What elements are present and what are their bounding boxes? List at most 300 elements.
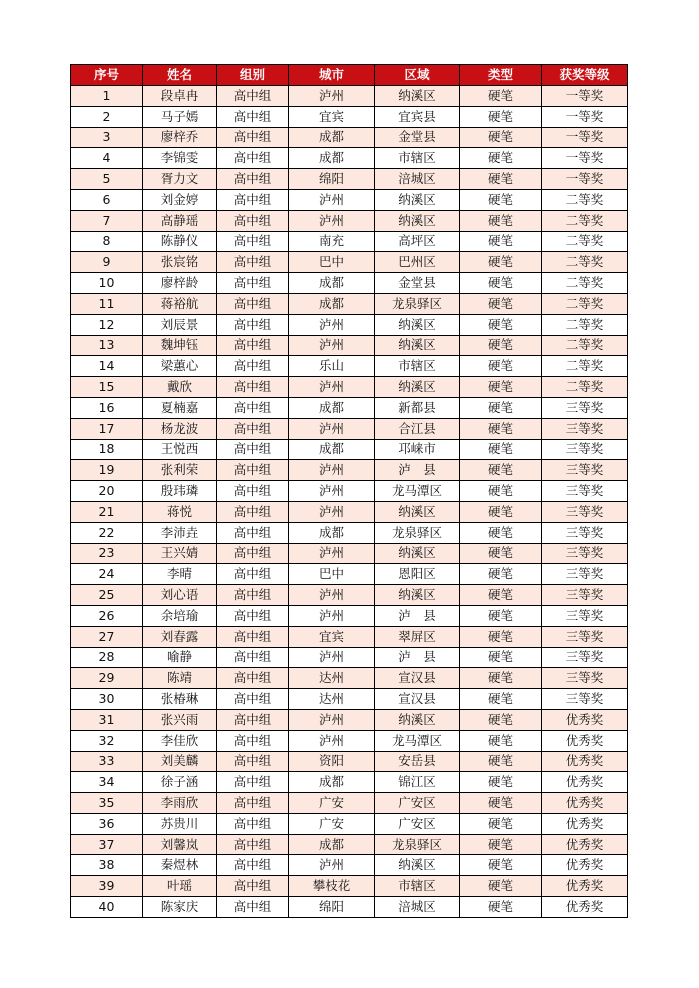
cell-category: 硬笔	[460, 439, 542, 460]
cell-city: 绵阳	[289, 897, 375, 918]
cell-serial-number: 25	[71, 585, 143, 606]
cell-name: 戴欣	[143, 377, 217, 398]
cell-serial-number: 29	[71, 668, 143, 689]
table-row	[71, 231, 628, 252]
cell-district: 宣汉县	[375, 668, 460, 689]
cell-district: 纳溪区	[375, 86, 460, 107]
cell-group: 高中组	[217, 418, 289, 439]
cell-group: 高中组	[217, 793, 289, 814]
cell-group: 高中组	[217, 689, 289, 710]
table-row	[71, 772, 628, 793]
cell-city: 成都	[289, 148, 375, 169]
table-row	[71, 106, 628, 127]
cell-city: 泸州	[289, 335, 375, 356]
cell-group: 高中组	[217, 127, 289, 148]
header-category: 类型	[460, 65, 542, 86]
cell-group: 高中组	[217, 231, 289, 252]
cell-group: 高中组	[217, 605, 289, 626]
cell-group: 高中组	[217, 314, 289, 335]
cell-name: 喻静	[143, 647, 217, 668]
cell-serial-number: 22	[71, 522, 143, 543]
cell-award-level: 二等奖	[542, 314, 628, 335]
cell-district: 龙泉驿区	[375, 293, 460, 314]
table-row	[71, 522, 628, 543]
cell-city: 泸州	[289, 314, 375, 335]
cell-award-level: 三等奖	[542, 522, 628, 543]
cell-award-level: 一等奖	[542, 148, 628, 169]
award-results-table	[70, 64, 628, 918]
cell-city: 攀枝花	[289, 876, 375, 897]
cell-award-level: 优秀奖	[542, 751, 628, 772]
cell-group: 高中组	[217, 522, 289, 543]
table-row	[71, 252, 628, 273]
table-row	[71, 876, 628, 897]
cell-award-level: 二等奖	[542, 335, 628, 356]
cell-group: 高中组	[217, 377, 289, 398]
cell-serial-number: 38	[71, 855, 143, 876]
cell-name: 杨龙波	[143, 418, 217, 439]
cell-award-level: 三等奖	[542, 689, 628, 710]
cell-serial-number: 20	[71, 481, 143, 502]
cell-district: 广安区	[375, 793, 460, 814]
header-city: 城市	[289, 65, 375, 86]
cell-name: 刘美麟	[143, 751, 217, 772]
cell-district: 市辖区	[375, 876, 460, 897]
cell-name: 王兴婧	[143, 543, 217, 564]
cell-group: 高中组	[217, 293, 289, 314]
cell-group: 高中组	[217, 148, 289, 169]
cell-group: 高中组	[217, 730, 289, 751]
cell-city: 成都	[289, 293, 375, 314]
cell-city: 宜宾	[289, 106, 375, 127]
cell-group: 高中组	[217, 751, 289, 772]
cell-district: 龙泉驿区	[375, 834, 460, 855]
cell-district: 广安区	[375, 813, 460, 834]
cell-group: 高中组	[217, 897, 289, 918]
cell-category: 硬笔	[460, 668, 542, 689]
cell-name: 刘金婷	[143, 189, 217, 210]
cell-city: 泸州	[289, 418, 375, 439]
cell-district: 龙马潭区	[375, 730, 460, 751]
cell-award-level: 优秀奖	[542, 897, 628, 918]
cell-serial-number: 8	[71, 231, 143, 252]
cell-district: 纳溪区	[375, 501, 460, 522]
cell-serial-number: 30	[71, 689, 143, 710]
cell-city: 达州	[289, 689, 375, 710]
cell-city: 乐山	[289, 356, 375, 377]
cell-group: 高中组	[217, 273, 289, 294]
table-row	[71, 543, 628, 564]
table-row	[71, 189, 628, 210]
cell-name: 陈家庆	[143, 897, 217, 918]
cell-award-level: 三等奖	[542, 460, 628, 481]
cell-award-level: 优秀奖	[542, 730, 628, 751]
cell-group: 高中组	[217, 481, 289, 502]
cell-category: 硬笔	[460, 585, 542, 606]
cell-category: 硬笔	[460, 813, 542, 834]
table-row	[71, 460, 628, 481]
cell-award-level: 二等奖	[542, 252, 628, 273]
cell-award-level: 三等奖	[542, 585, 628, 606]
cell-serial-number: 3	[71, 127, 143, 148]
cell-serial-number: 9	[71, 252, 143, 273]
table-body	[71, 86, 628, 918]
cell-district: 邛崃市	[375, 439, 460, 460]
cell-name: 胥力文	[143, 169, 217, 190]
cell-name: 梁蕙心	[143, 356, 217, 377]
cell-serial-number: 12	[71, 314, 143, 335]
cell-city: 成都	[289, 127, 375, 148]
cell-district: 金堂县	[375, 127, 460, 148]
cell-name: 叶瑶	[143, 876, 217, 897]
cell-group: 高中组	[217, 335, 289, 356]
cell-category: 硬笔	[460, 626, 542, 647]
table-row	[71, 439, 628, 460]
cell-city: 巴中	[289, 252, 375, 273]
cell-serial-number: 6	[71, 189, 143, 210]
cell-category: 硬笔	[460, 169, 542, 190]
cell-name: 蒋悦	[143, 501, 217, 522]
cell-name: 段卓冉	[143, 86, 217, 107]
cell-district: 泸 县	[375, 460, 460, 481]
cell-name: 张兴雨	[143, 709, 217, 730]
cell-district: 龙马潭区	[375, 481, 460, 502]
cell-serial-number: 4	[71, 148, 143, 169]
cell-serial-number: 15	[71, 377, 143, 398]
cell-category: 硬笔	[460, 356, 542, 377]
cell-category: 硬笔	[460, 501, 542, 522]
table-row	[71, 897, 628, 918]
table-row	[71, 86, 628, 107]
cell-serial-number: 23	[71, 543, 143, 564]
cell-group: 高中组	[217, 564, 289, 585]
cell-city: 泸州	[289, 501, 375, 522]
cell-name: 徐子涵	[143, 772, 217, 793]
cell-award-level: 三等奖	[542, 605, 628, 626]
cell-group: 高中组	[217, 169, 289, 190]
cell-category: 硬笔	[460, 335, 542, 356]
cell-name: 张利荣	[143, 460, 217, 481]
cell-award-level: 二等奖	[542, 377, 628, 398]
header-district: 区域	[375, 65, 460, 86]
cell-serial-number: 10	[71, 273, 143, 294]
cell-district: 纳溪区	[375, 314, 460, 335]
cell-name: 张宸铭	[143, 252, 217, 273]
cell-district: 安岳县	[375, 751, 460, 772]
cell-district: 合江县	[375, 418, 460, 439]
cell-award-level: 二等奖	[542, 231, 628, 252]
cell-category: 硬笔	[460, 564, 542, 585]
cell-city: 成都	[289, 522, 375, 543]
cell-group: 高中组	[217, 439, 289, 460]
cell-city: 宜宾	[289, 626, 375, 647]
cell-category: 硬笔	[460, 273, 542, 294]
cell-category: 硬笔	[460, 189, 542, 210]
cell-name: 余培瑜	[143, 605, 217, 626]
table-row	[71, 356, 628, 377]
cell-award-level: 一等奖	[542, 86, 628, 107]
table-row	[71, 793, 628, 814]
cell-serial-number: 13	[71, 335, 143, 356]
cell-district: 纳溪区	[375, 709, 460, 730]
cell-category: 硬笔	[460, 730, 542, 751]
cell-city: 泸州	[289, 647, 375, 668]
cell-category: 硬笔	[460, 460, 542, 481]
cell-district: 纳溪区	[375, 855, 460, 876]
cell-group: 高中组	[217, 543, 289, 564]
cell-award-level: 一等奖	[542, 169, 628, 190]
table-row	[71, 605, 628, 626]
cell-city: 泸州	[289, 605, 375, 626]
table-row	[71, 314, 628, 335]
cell-district: 纳溪区	[375, 210, 460, 231]
cell-name: 魏坤钰	[143, 335, 217, 356]
table-row	[71, 585, 628, 606]
cell-award-level: 三等奖	[542, 668, 628, 689]
cell-serial-number: 17	[71, 418, 143, 439]
cell-serial-number: 24	[71, 564, 143, 585]
cell-serial-number: 5	[71, 169, 143, 190]
cell-name: 李锦雯	[143, 148, 217, 169]
cell-city: 泸州	[289, 585, 375, 606]
cell-city: 成都	[289, 772, 375, 793]
table-row	[71, 626, 628, 647]
table-row	[71, 148, 628, 169]
cell-name: 廖梓乔	[143, 127, 217, 148]
cell-award-level: 优秀奖	[542, 709, 628, 730]
cell-city: 成都	[289, 439, 375, 460]
cell-category: 硬笔	[460, 897, 542, 918]
cell-district: 新都县	[375, 397, 460, 418]
cell-name: 陈靖	[143, 668, 217, 689]
cell-name: 廖梓龄	[143, 273, 217, 294]
cell-district: 龙泉驿区	[375, 522, 460, 543]
cell-group: 高中组	[217, 460, 289, 481]
table-header	[71, 65, 628, 86]
cell-district: 泸 县	[375, 647, 460, 668]
cell-name: 刘辰景	[143, 314, 217, 335]
cell-group: 高中组	[217, 834, 289, 855]
cell-award-level: 一等奖	[542, 106, 628, 127]
cell-group: 高中组	[217, 585, 289, 606]
cell-category: 硬笔	[460, 689, 542, 710]
cell-award-level: 优秀奖	[542, 876, 628, 897]
header-group: 组别	[217, 65, 289, 86]
cell-district: 市辖区	[375, 356, 460, 377]
cell-award-level: 三等奖	[542, 439, 628, 460]
cell-category: 硬笔	[460, 106, 542, 127]
cell-city: 泸州	[289, 730, 375, 751]
cell-award-level: 二等奖	[542, 273, 628, 294]
cell-city: 泸州	[289, 189, 375, 210]
cell-district: 市辖区	[375, 148, 460, 169]
cell-group: 高中组	[217, 106, 289, 127]
cell-district: 宜宾县	[375, 106, 460, 127]
table-row	[71, 377, 628, 398]
table-row	[71, 210, 628, 231]
cell-category: 硬笔	[460, 127, 542, 148]
cell-category: 硬笔	[460, 231, 542, 252]
table-row	[71, 501, 628, 522]
cell-district: 涪城区	[375, 169, 460, 190]
cell-name: 李佳欣	[143, 730, 217, 751]
cell-group: 高中组	[217, 189, 289, 210]
header-name: 姓名	[143, 65, 217, 86]
cell-serial-number: 14	[71, 356, 143, 377]
cell-award-level: 二等奖	[542, 210, 628, 231]
cell-category: 硬笔	[460, 148, 542, 169]
cell-group: 高中组	[217, 772, 289, 793]
cell-serial-number: 18	[71, 439, 143, 460]
cell-name: 刘春露	[143, 626, 217, 647]
table-row	[71, 855, 628, 876]
cell-name: 夏楠嘉	[143, 397, 217, 418]
cell-city: 成都	[289, 273, 375, 294]
cell-city: 巴中	[289, 564, 375, 585]
cell-district: 纳溪区	[375, 189, 460, 210]
cell-group: 高中组	[217, 876, 289, 897]
table-row	[71, 293, 628, 314]
cell-city: 成都	[289, 834, 375, 855]
cell-group: 高中组	[217, 501, 289, 522]
table-row	[71, 564, 628, 585]
cell-award-level: 三等奖	[542, 397, 628, 418]
cell-award-level: 三等奖	[542, 647, 628, 668]
cell-name: 苏贵川	[143, 813, 217, 834]
cell-district: 纳溪区	[375, 585, 460, 606]
cell-city: 泸州	[289, 543, 375, 564]
cell-district: 纳溪区	[375, 543, 460, 564]
cell-serial-number: 16	[71, 397, 143, 418]
cell-group: 高中组	[217, 210, 289, 231]
cell-award-level: 优秀奖	[542, 855, 628, 876]
cell-award-level: 二等奖	[542, 356, 628, 377]
table-row	[71, 397, 628, 418]
cell-category: 硬笔	[460, 709, 542, 730]
cell-district: 宣汉县	[375, 689, 460, 710]
cell-serial-number: 11	[71, 293, 143, 314]
cell-serial-number: 36	[71, 813, 143, 834]
cell-district: 恩阳区	[375, 564, 460, 585]
table-row	[71, 127, 628, 148]
cell-district: 纳溪区	[375, 377, 460, 398]
cell-district: 巴州区	[375, 252, 460, 273]
table-row	[71, 668, 628, 689]
cell-serial-number: 32	[71, 730, 143, 751]
header-serial-number: 序号	[71, 65, 143, 86]
header-row	[71, 65, 628, 86]
cell-name: 李沛垚	[143, 522, 217, 543]
cell-category: 硬笔	[460, 293, 542, 314]
cell-category: 硬笔	[460, 377, 542, 398]
cell-city: 广安	[289, 813, 375, 834]
cell-name: 刘馨岚	[143, 834, 217, 855]
cell-category: 硬笔	[460, 605, 542, 626]
cell-serial-number: 39	[71, 876, 143, 897]
cell-city: 泸州	[289, 377, 375, 398]
cell-name: 陈静仪	[143, 231, 217, 252]
cell-name: 张椿琳	[143, 689, 217, 710]
cell-city: 绵阳	[289, 169, 375, 190]
cell-city: 泸州	[289, 86, 375, 107]
cell-award-level: 三等奖	[542, 543, 628, 564]
cell-group: 高中组	[217, 709, 289, 730]
cell-name: 殷玮璘	[143, 481, 217, 502]
cell-award-level: 优秀奖	[542, 813, 628, 834]
cell-category: 硬笔	[460, 793, 542, 814]
cell-district: 泸 县	[375, 605, 460, 626]
cell-city: 泸州	[289, 460, 375, 481]
cell-name: 李晴	[143, 564, 217, 585]
table-row	[71, 481, 628, 502]
cell-serial-number: 31	[71, 709, 143, 730]
cell-serial-number: 21	[71, 501, 143, 522]
cell-award-level: 二等奖	[542, 293, 628, 314]
cell-category: 硬笔	[460, 252, 542, 273]
cell-award-level: 三等奖	[542, 418, 628, 439]
cell-category: 硬笔	[460, 543, 542, 564]
cell-group: 高中组	[217, 855, 289, 876]
cell-category: 硬笔	[460, 481, 542, 502]
cell-award-level: 三等奖	[542, 481, 628, 502]
cell-award-level: 三等奖	[542, 626, 628, 647]
cell-city: 成都	[289, 397, 375, 418]
cell-category: 硬笔	[460, 522, 542, 543]
cell-serial-number: 2	[71, 106, 143, 127]
cell-name: 马子嫣	[143, 106, 217, 127]
cell-serial-number: 35	[71, 793, 143, 814]
cell-group: 高中组	[217, 647, 289, 668]
cell-group: 高中组	[217, 668, 289, 689]
cell-serial-number: 1	[71, 86, 143, 107]
cell-name: 李雨欣	[143, 793, 217, 814]
cell-category: 硬笔	[460, 855, 542, 876]
cell-award-level: 一等奖	[542, 127, 628, 148]
cell-city: 资阳	[289, 751, 375, 772]
cell-category: 硬笔	[460, 210, 542, 231]
cell-award-level: 三等奖	[542, 501, 628, 522]
cell-group: 高中组	[217, 626, 289, 647]
cell-award-level: 优秀奖	[542, 793, 628, 814]
table-row	[71, 169, 628, 190]
cell-category: 硬笔	[460, 86, 542, 107]
cell-city: 泸州	[289, 481, 375, 502]
cell-serial-number: 33	[71, 751, 143, 772]
cell-serial-number: 34	[71, 772, 143, 793]
cell-city: 泸州	[289, 855, 375, 876]
cell-category: 硬笔	[460, 876, 542, 897]
cell-name: 刘心语	[143, 585, 217, 606]
table-row	[71, 273, 628, 294]
cell-serial-number: 7	[71, 210, 143, 231]
cell-name: 蒋裕航	[143, 293, 217, 314]
cell-award-level: 三等奖	[542, 564, 628, 585]
cell-district: 纳溪区	[375, 335, 460, 356]
cell-city: 泸州	[289, 210, 375, 231]
table-row	[71, 834, 628, 855]
cell-group: 高中组	[217, 252, 289, 273]
cell-serial-number: 40	[71, 897, 143, 918]
cell-city: 达州	[289, 668, 375, 689]
cell-city: 广安	[289, 793, 375, 814]
cell-category: 硬笔	[460, 314, 542, 335]
cell-city: 南充	[289, 231, 375, 252]
cell-category: 硬笔	[460, 397, 542, 418]
table-row	[71, 730, 628, 751]
table-row	[71, 751, 628, 772]
cell-name: 高静瑶	[143, 210, 217, 231]
cell-name: 秦煜林	[143, 855, 217, 876]
